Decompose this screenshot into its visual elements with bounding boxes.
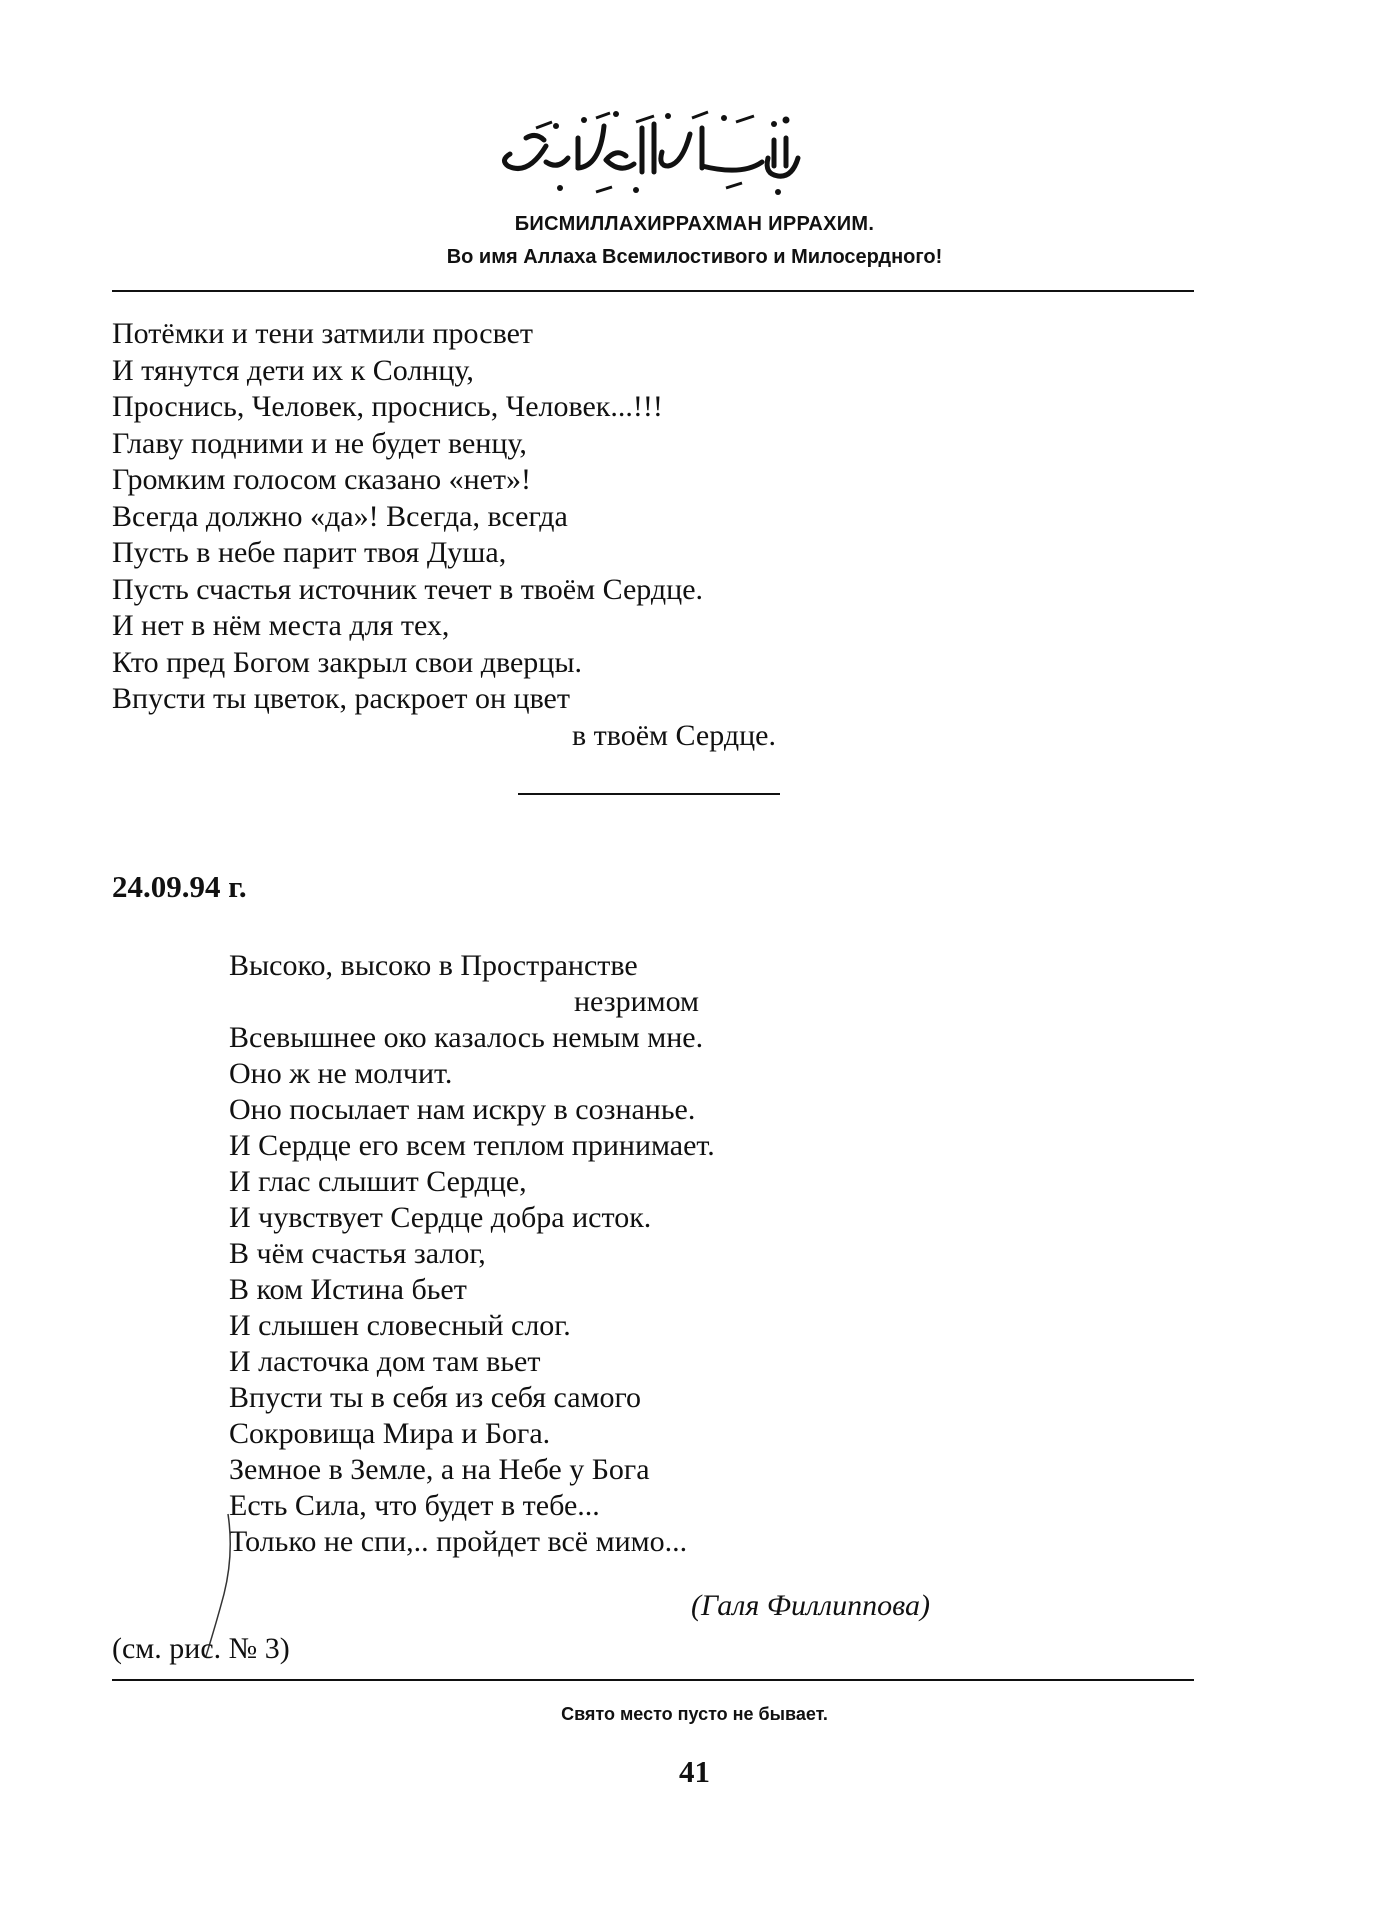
poem-line: Проснись, Человек, проснись, Человек...!!!	[112, 390, 663, 423]
poem-line: И чувствует Сердце добра исток.	[229, 1201, 652, 1234]
poem-line: Только не спи,.. пройдет всё мимо...	[229, 1525, 688, 1558]
footer-proverb: Свято место пусто не бывает.	[561, 1704, 828, 1724]
poem-line: И нет в нём места для тех,	[112, 609, 450, 642]
poem-line: Земное в Земле, а на Небе у Бога	[229, 1453, 650, 1486]
poem-line: Пусть в небе парит твоя Душа,	[112, 536, 507, 569]
poem-line: Есть Сила, что будет в тебе...	[229, 1489, 600, 1522]
poem-line: И Сердце его всем теплом принимает.	[229, 1129, 715, 1162]
poem-line: И ласточка дом там вьет	[229, 1345, 541, 1378]
header-translation: Во имя Аллаха Всемилостивого и Милосердного!	[446, 246, 943, 268]
bismillah-calligraphy	[486, 98, 816, 208]
author-signature: (Галя Филлиппова)	[691, 1589, 930, 1622]
poem-line: Главу подними и не будет венцу,	[112, 426, 527, 460]
figure-reference: (см. рис. № 3)	[112, 1632, 290, 1665]
poem-line: В чём счастья залог,	[229, 1237, 486, 1270]
poem-line: Оно ж не молчит.	[229, 1057, 453, 1090]
entry-date: 24.09.94 г.	[112, 869, 247, 904]
page-number: 41	[679, 1754, 710, 1789]
header-divider	[112, 290, 1194, 292]
poem-line: Громким голосом сказано «нет»!	[112, 463, 532, 496]
poem-line: Впусти ты в себя из себя самого	[229, 1381, 642, 1414]
poem-line: Впусти ты цветок, раскроет он цвет	[112, 682, 570, 715]
header-transliteration: БИСМИЛЛАХИРРАХМАН ИРРАХИМ.	[514, 213, 875, 235]
poem-line: Высоко, высоко в Пространстве	[229, 949, 638, 982]
poem-line: И слышен словесный слог.	[229, 1309, 571, 1342]
poem-line: Оно посылает нам искру в сознанье.	[229, 1093, 696, 1126]
section-divider	[518, 793, 780, 795]
poem-line: незримом	[574, 985, 700, 1018]
poem-line: Сокровища Мира и Бога.	[229, 1417, 551, 1450]
poem-line: в твоём Сердце.	[572, 718, 776, 752]
poem-line: И тянутся дети их к Солнцу,	[112, 353, 474, 387]
poem-line: Пусть счастья источник течет в твоём Сердце.	[112, 572, 704, 606]
footer-divider	[112, 1679, 1194, 1681]
poem-line: Потёмки и тени затмили просвет	[112, 317, 533, 350]
poem-line: Кто пред Богом закрыл свои дверцы.	[112, 645, 582, 679]
poem-line: И глас слышит Сердце,	[229, 1165, 527, 1198]
poem-line: Всегда должно «да»! Всегда, всегда	[112, 499, 568, 533]
poem-line: Всевышнее око казалось немым мне.	[229, 1021, 704, 1054]
poem-one	[112, 316, 776, 754]
poem-two	[229, 948, 715, 1560]
poem-line: В ком Истина бьет	[229, 1273, 467, 1306]
